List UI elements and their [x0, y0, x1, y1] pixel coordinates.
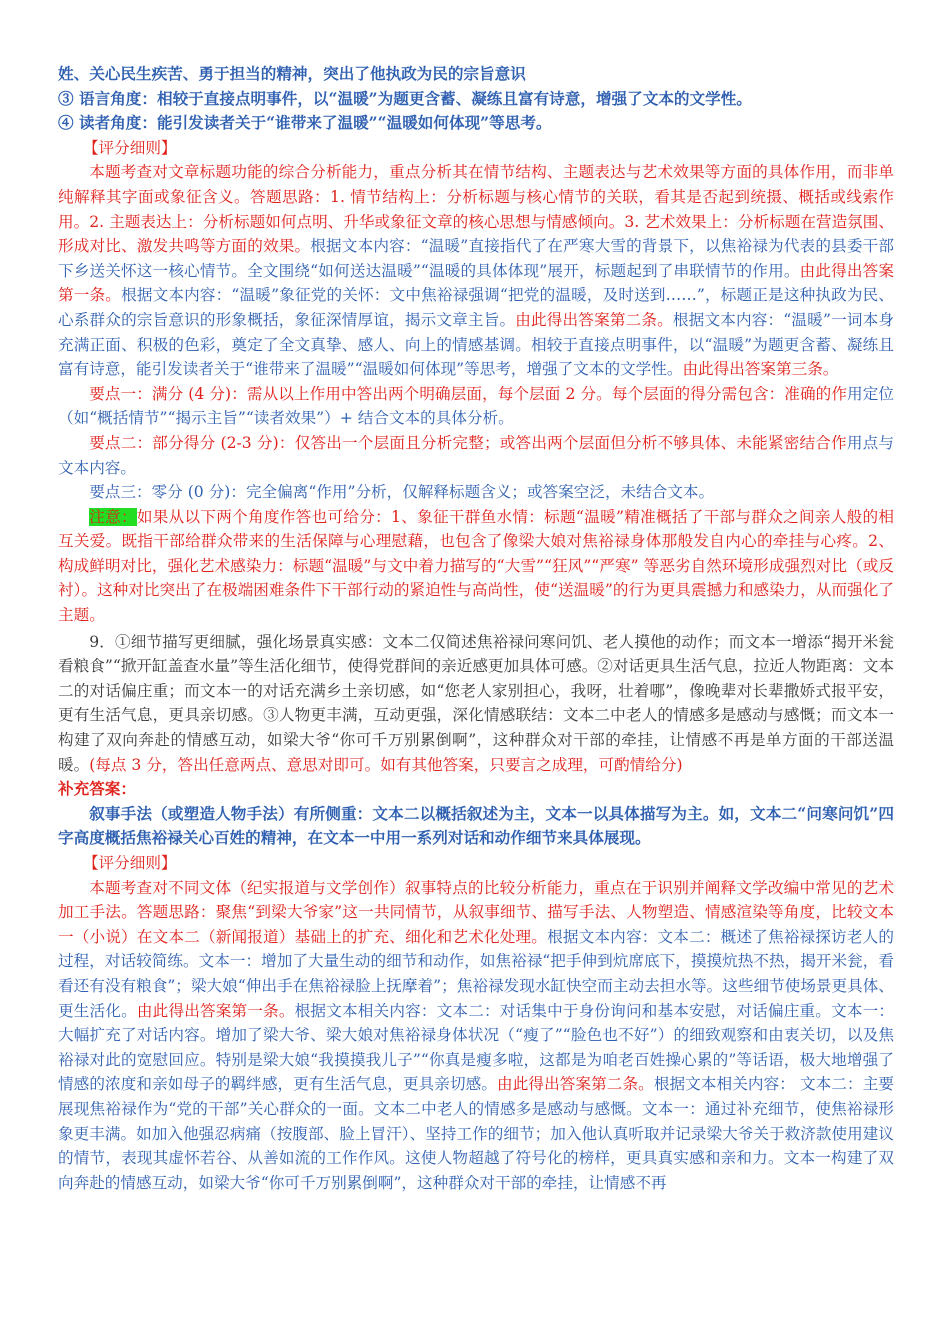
analysis-text: 根据文本内容：“温暖”一词本身充满正面、积极的色彩，奠定了全文真挚、感人、向上的情感基调。相较于直接点明事件，以“温暖”为题更含蓄、凝练且富有诗意，能引发读者关于“谁带来了温暖”“温暖如何体现”等思考，增强了文本的文学性。 [58, 310, 894, 379]
analysis-text: 根据文本相关内容： 文本二：主要展现焦裕禄作为“党的干部”关心群众的一面。文本二中老人的情感多是感动与感慨。文本一：通过补充细节，使焦裕禄形象更丰满。如加入他强忍病痛（按腹部、脸上冒汗）、坚持工作的细节；加入他认真听取并记录梁大爷关于救济款使用建议的情节，表现其虚怀若谷、从善如流的工作作风。这使人物超越了符号化的榜样，更具真实感和亲和力。文本一构建了双向奔赴的情感互动，如梁大爷“你可千万别累倒啊”，这种群众对干部的牵挂，让情感不再 [58, 1075, 894, 1192]
note-text: 这种对比突出了在极端困难条件下干部行动的紧迫性与高尚性，使“送温暖”的行为更具震撼力和感染力，从而强化了主题。 [58, 581, 894, 625]
point-text: 用定位（如“概括情节”“揭示主旨”“读者效果”）+ 结合文本的具体分析。 [58, 384, 894, 428]
scoring-analysis-paragraph [58, 160, 894, 381]
answer-line-continuation: 姓、关心民生疾苦、勇于担当的精神，突出了他执政为民的宗旨意识 [58, 64, 526, 83]
analysis-text: 根据文本内容：文本二：概述了焦裕禄探访老人的过程，对话较简练。文本一：增加了大量生动的细节和动作，如焦裕禄“把手伸到炕席底下，摸摸炕热不热，揭开米瓮，看看还有没有粮食”；梁大娘“伸出手在焦裕禄脸上抚摩着”；焦裕禄发现水缸快空而主动去担水等。这些细节使场景更具体、更生活化。 [58, 927, 894, 1020]
scoring-header: 【评分细则】 [82, 854, 177, 872]
analysis-conclusion: 由此得出答案第三条。 [682, 360, 839, 379]
question-9-scoring-note: (每点 3 分，答出任意两点、意思对即可。如有其他答案，只要言之成理，可酌情给分) [89, 755, 683, 774]
point-label: 要点一：满分 (4 分)： [89, 384, 247, 403]
analysis-text: 根据文本内容：“温暖”象征党的关怀：文中焦裕禄强调“把党的温暖，及时送到……”，标题正是这种执政为民、心系群众的宗旨意识的形象概括，象征深情厚谊，揭示文章主旨。 [58, 286, 894, 329]
supplement-text: 叙事手法（或塑造人物手法）有所侧重：文本二以概括叙述为主，文本一以具体描写为主。如，文本二“问寒问饥”四字高度概括焦裕禄关心百姓的精神，在文本一中用一系列对话和动作细节来具体展现。 [58, 803, 894, 848]
point-text: 用点与文本内容。 [58, 433, 894, 477]
point-label: 要点二：部分得分 (2-3 分)： [89, 433, 295, 452]
scoring-point-2 [58, 431, 894, 480]
answer-language-angle: ③ 语言角度：相较于直接点明事件，以“温暖”为题更含蓄、凝练且富有诗意，增强了文本的文学性。 [58, 88, 752, 108]
analysis-conclusion: 由此得出答案第一条。 [58, 261, 894, 305]
point-text: 完全偏离“作用”分析，仅解释标题含义；或答案空泛，未结合文本。 [245, 483, 715, 502]
point-text: 仅答出一个层面且分析完整；或答出两个层面但分析不够具体、未能紧密结合作 [294, 433, 847, 452]
analysis-intro: 本题考查对文章标题功能的综合分析能力，重点分析其在情节结构、主题表达与艺术效果等方面的具体作用，而非单纯解释其字面或象征含义。答题思路：1. 情节结构上：分析标题与核心情节的关联，看其是否起到统摄、概括或线索作用。2. 主题表达上：分析标题如何点明、升华或象征文章的核心思想与情感倾向。3. 艺术效果上：分析标题在营造氛围、形成对比、激发共鸣等方面的效果。 [58, 163, 894, 256]
analysis-text: 根据文本相关内容：文本二：对话集中于身份询问和基本安慰，对话偏庄重。文本一：大幅扩充了对话内容。增加了梁大爷、梁大娘对焦裕禄身体状况（“瘦了”“脸色也不好”）的细致观察和由衷关切，以及焦裕禄对此的宽慰回应。特别是梁大娘“我摸摸我儿子”“你真是瘦多啦，这都是为咱老百姓操心累的”等话语，极大地增强了情感的浓度和亲如母子的羁绊感，更有生活气息，更具亲切感。 [58, 1001, 894, 1094]
answer-reader-angle: ④ 读者角度：能引发读者关于“谁带来了温暖”“温暖如何体现”等思考。 [58, 113, 552, 133]
question-number: 9． [89, 632, 115, 651]
note-paragraph [58, 505, 894, 628]
supplement-title: 补充答案： [58, 779, 136, 799]
analysis-text: 根据文本内容：“温暖”直接指代了在严寒大雪的背景下，以焦裕禄为代表的县委干部下乡送关怀这一核心情节。全文围绕“如何送达温暖”“温暖的具体体现”展开，标题起到了串联情节的作用。 [58, 237, 894, 280]
scoring-header: 【评分细则】 [82, 138, 177, 157]
question-9-text: ①细节描写更细腻，强化场景真实感：文本二仅简述焦裕禄问寒问饥、老人摸他的动作；而文本一增添“揭开米瓮看粮食”“掀开缸盖查水量”等生活化细节，使得党群间的亲近感更加具体可感。②对话更具生活气息，拉近人物距离：文本二的对话偏庄重；而文本一的对话充满乡土亲切感，如“您老人家别担心，我呀，壮着哪”，像晚辈对长辈撒娇式报平安，更有生活气息，更具亲切感。③人物更丰满，互动更强，深化情感联结：文本二中老人的情感多是感动与感慨；而文本一构建了双向奔赴的情感互动，如梁大爷“你可千万别累倒啊”，这种群众对干部的牵挂，让情感不再是单方面的干部送温暖。 [58, 632, 895, 774]
point-text: 需从以上作用中答出两个明确层面，每个层面 2 分。每个层面的得分需包含：准确的作 [246, 384, 848, 403]
point-label: 要点三：零分 (0 分)： [89, 483, 246, 502]
scoring-analysis-paragraph-2 [58, 876, 894, 1196]
note-text: 既指干部给群众带来的生活保障与心理慰藉，也包含了像梁大娘对焦裕禄身体那般发自内心的牵挂与心疼。 [121, 532, 869, 551]
analysis-conclusion: 由此得出答案第二条。 [515, 310, 673, 329]
analysis-conclusion: 由此得出答案第一条。 [136, 1001, 295, 1020]
analysis-intro: 本题考查对不同文体（纪实报道与文学创作）叙事特点的比较分析能力，重点在于识别并阐释文学改编中常见的艺术加工手法。答题思路：聚焦“到梁大爷家”这一共同情节，从叙事细节、描写手法、人物塑造、情感渲染等角度，比较文本一（小说）在文本二（新闻报道）基础上的扩充、细化和艺术化处理。 [58, 878, 894, 946]
document-content [58, 62, 894, 1195]
note-text: 2、构成鲜明对比，强化艺术感染力：标题“温暖”与文中着力描写的“大雪”“狂风”“严寒” 等恶劣自然环境形成强烈对比（或反衬）。 [58, 532, 894, 600]
note-highlight-label: 注意： [89, 507, 137, 526]
scoring-point-1 [58, 382, 894, 431]
question-9-answer [58, 630, 894, 778]
scoring-point-3 [58, 480, 894, 505]
note-text: 如果从以下两个角度作答也可给分：1、象征干群鱼水情：标题“温暖”精准概括了干部与群众之间亲人般的相互关爱。 [58, 507, 894, 551]
analysis-conclusion: 由此得出答案第二条。 [497, 1075, 654, 1094]
